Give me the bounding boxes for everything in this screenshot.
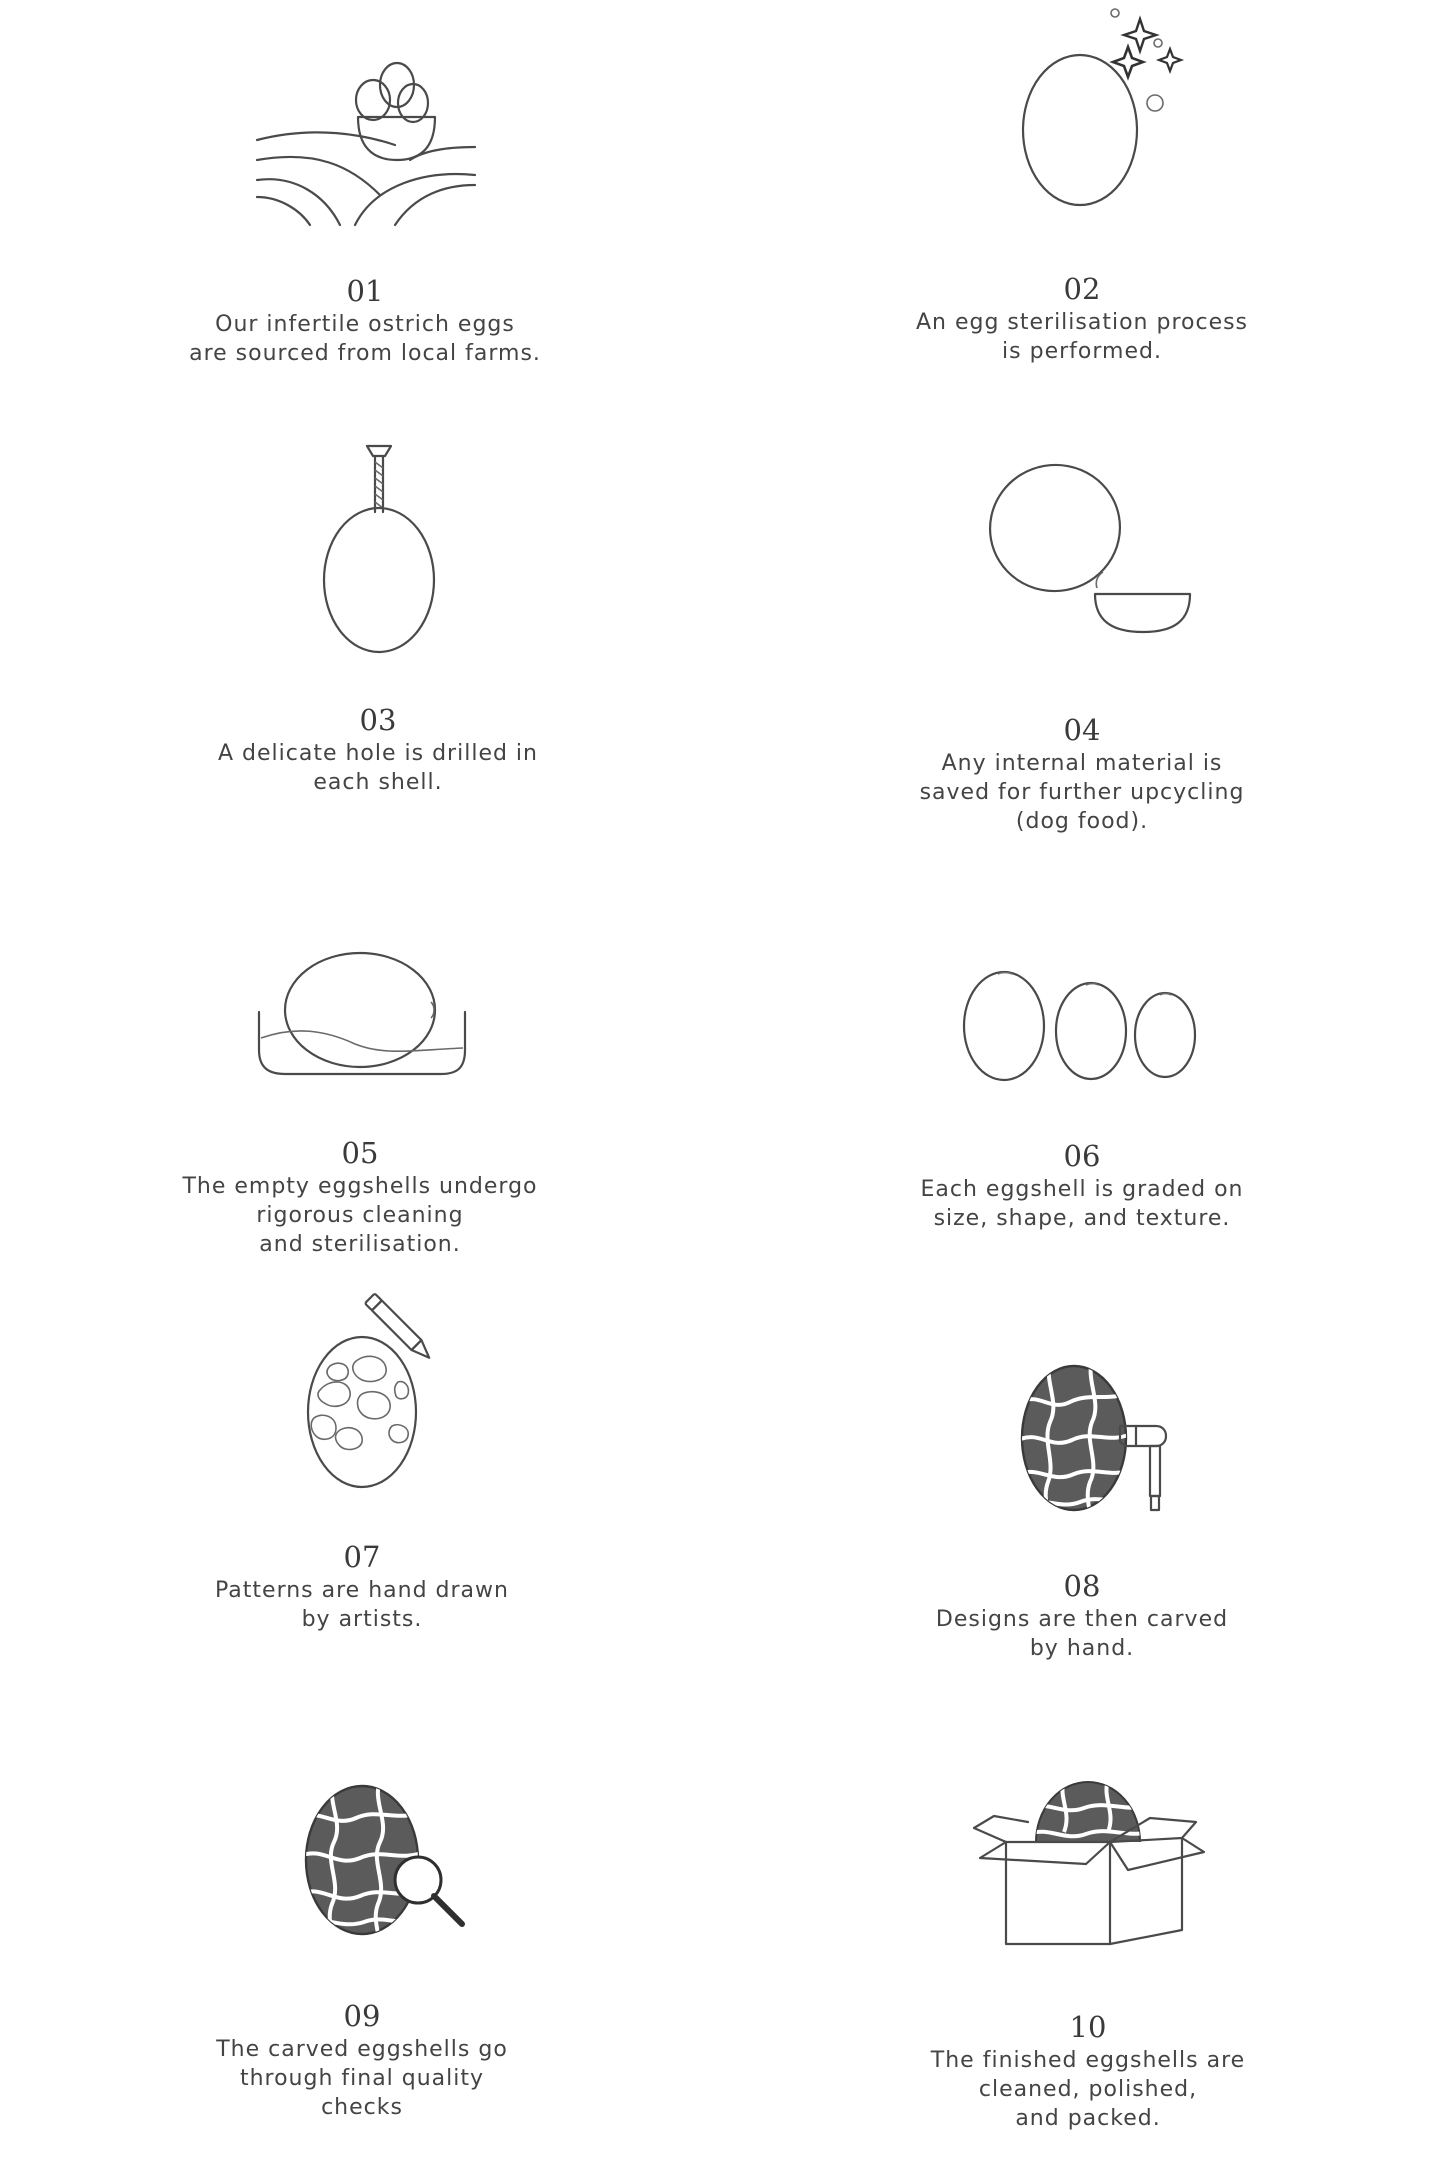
step-03 — [148, 703, 608, 797]
step-number: 01 — [346, 274, 384, 308]
step-description: An egg sterilisation process is performed. — [915, 310, 1249, 364]
step-description: The finished eggshells are cleaned, polished, and packed. — [930, 2048, 1246, 2131]
step-description: A delicate hole is drilled in each shell. — [217, 741, 538, 795]
step-01 — [135, 274, 595, 368]
egg-with-magnifier-icon — [300, 1782, 480, 1946]
egg-in-wash-basin-icon — [255, 950, 475, 1094]
step-description: The empty eggshells undergo rigorous cleaning and sterilisation. — [182, 1174, 538, 1257]
step-06 — [852, 1139, 1312, 1233]
step-05 — [130, 1136, 590, 1259]
step-10 — [858, 2010, 1318, 2133]
three-graded-eggs-icon — [960, 968, 1200, 1092]
step-04 — [852, 713, 1312, 836]
step-02 — [852, 272, 1312, 366]
step-description: Our infertile ostrich eggs are sourced from local farms. — [189, 312, 541, 366]
step-number: 07 — [343, 1540, 381, 1574]
step-description: Each eggshell is graded on size, shape, and texture. — [920, 1177, 1244, 1231]
egg-emptied-into-bowl-icon — [985, 460, 1195, 664]
egg-in-box-icon — [968, 1762, 1218, 1956]
step-description: Patterns are hand drawn by artists. — [215, 1578, 509, 1632]
step-08 — [852, 1569, 1312, 1663]
step-number: 10 — [1069, 2010, 1107, 2044]
step-number: 03 — [359, 703, 397, 737]
step-number: 02 — [1063, 272, 1101, 306]
step-07 — [132, 1540, 592, 1634]
step-number: 05 — [341, 1136, 379, 1170]
step-number: 09 — [343, 1999, 381, 2033]
step-description: The carved eggshells go through final quality checks — [216, 2037, 508, 2120]
farm-nest-icon — [255, 55, 485, 239]
carved-egg-with-tool-icon — [1020, 1362, 1190, 1526]
step-description: Any internal material is saved for further upcycling (dog food). — [919, 751, 1245, 834]
step-number: 04 — [1063, 713, 1101, 747]
step-description: Designs are then carved by hand. — [935, 1607, 1229, 1661]
egg-with-pencil-icon — [300, 1290, 500, 1494]
step-09 — [132, 1999, 592, 2122]
step-number: 08 — [1063, 1569, 1101, 1603]
sparkling-egg-icon — [1010, 5, 1210, 219]
step-number: 06 — [1063, 1139, 1101, 1173]
drilled-egg-icon — [315, 442, 445, 666]
